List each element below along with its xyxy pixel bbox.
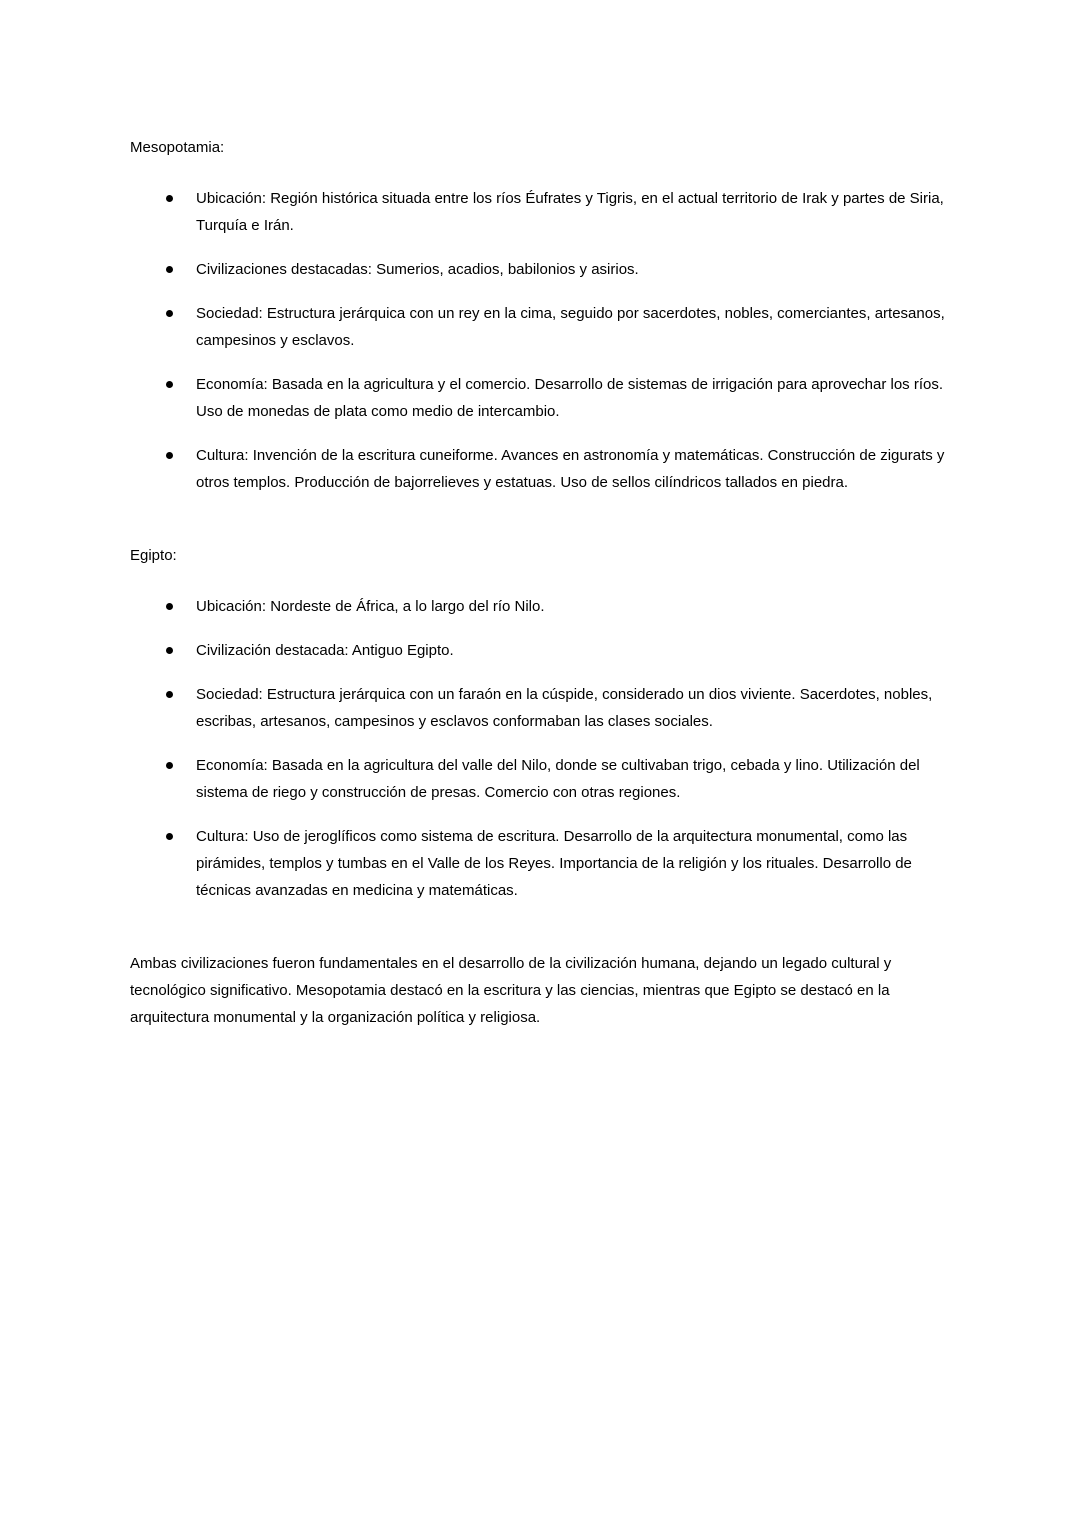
section-heading-mesopotamia: Mesopotamia: bbox=[130, 139, 225, 156]
list-item-ubicacion: Ubicación: Región histórica situada entre los ríos Éufrates y Tigris, en el actual territorio de Irak y partes de Siria, Turquía e Irán. bbox=[196, 185, 950, 239]
section-heading-egipto: Egipto: bbox=[130, 547, 177, 564]
list-item-sociedad: Sociedad: Estructura jerárquica con un faraón en la cúspide, considerado un dios viviente. Sacerdotes, nobles, escribas, artesanos, campesinos y esclavos conformaban las clases sociales. bbox=[196, 681, 950, 735]
list-item-economia: Economía: Basada en la agricultura y el comercio. Desarrollo de sistemas de irrigación para aprovechar los ríos. Uso de monedas de plata como medio de intercambio. bbox=[196, 371, 950, 425]
closing-paragraph: Ambas civilizaciones fueron fundamentales en el desarrollo de la civilización humana, dejando un legado cultural y tecnológico significativo. Mesopotamia destacó en la escritura y las ciencias, mientras que Egipto se destacó en la arquitectura monumental y la organización política y religiosa. bbox=[130, 955, 892, 1026]
list-item-sociedad: Sociedad: Estructura jerárquica con un rey en la cima, seguido por sacerdotes, nobles, comerciantes, artesanos, campesinos y esclavos. bbox=[196, 300, 950, 354]
list-item-civilizacion: Civilización destacada: Antiguo Egipto. bbox=[196, 637, 950, 664]
list-item-economia: Economía: Basada en la agricultura del valle del Nilo, donde se cultivaban trigo, cebada y lino. Utilización del sistema de riego y construcción de presas. Comercio con otras regiones. bbox=[196, 752, 950, 806]
bullet-list-egipto bbox=[130, 593, 950, 904]
list-item-cultura: Cultura: Uso de jeroglíficos como sistema de escritura. Desarrollo de la arquitectura monumental, como las pirámides, templos y tumbas en el Valle de los Reyes. Importancia de la religión y los rituales. Desarrollo de técnicas avanzadas en medicina y matemáticas. bbox=[196, 823, 950, 904]
list-item-ubicacion: Ubicación: Nordeste de África, a lo largo del río Nilo. bbox=[196, 593, 950, 620]
list-item-cultura: Cultura: Invención de la escritura cuneiforme. Avances en astronomía y matemáticas. Construcción de zigurats y otros templos. Producción de bajorrelieves y estatuas. Uso de sellos cilíndricos tallados en piedra. bbox=[196, 442, 950, 496]
bullet-list-mesopotamia bbox=[130, 185, 950, 496]
list-item-civilizaciones: Civilizaciones destacadas: Sumerios, acadios, babilonios y asirios. bbox=[196, 256, 950, 283]
